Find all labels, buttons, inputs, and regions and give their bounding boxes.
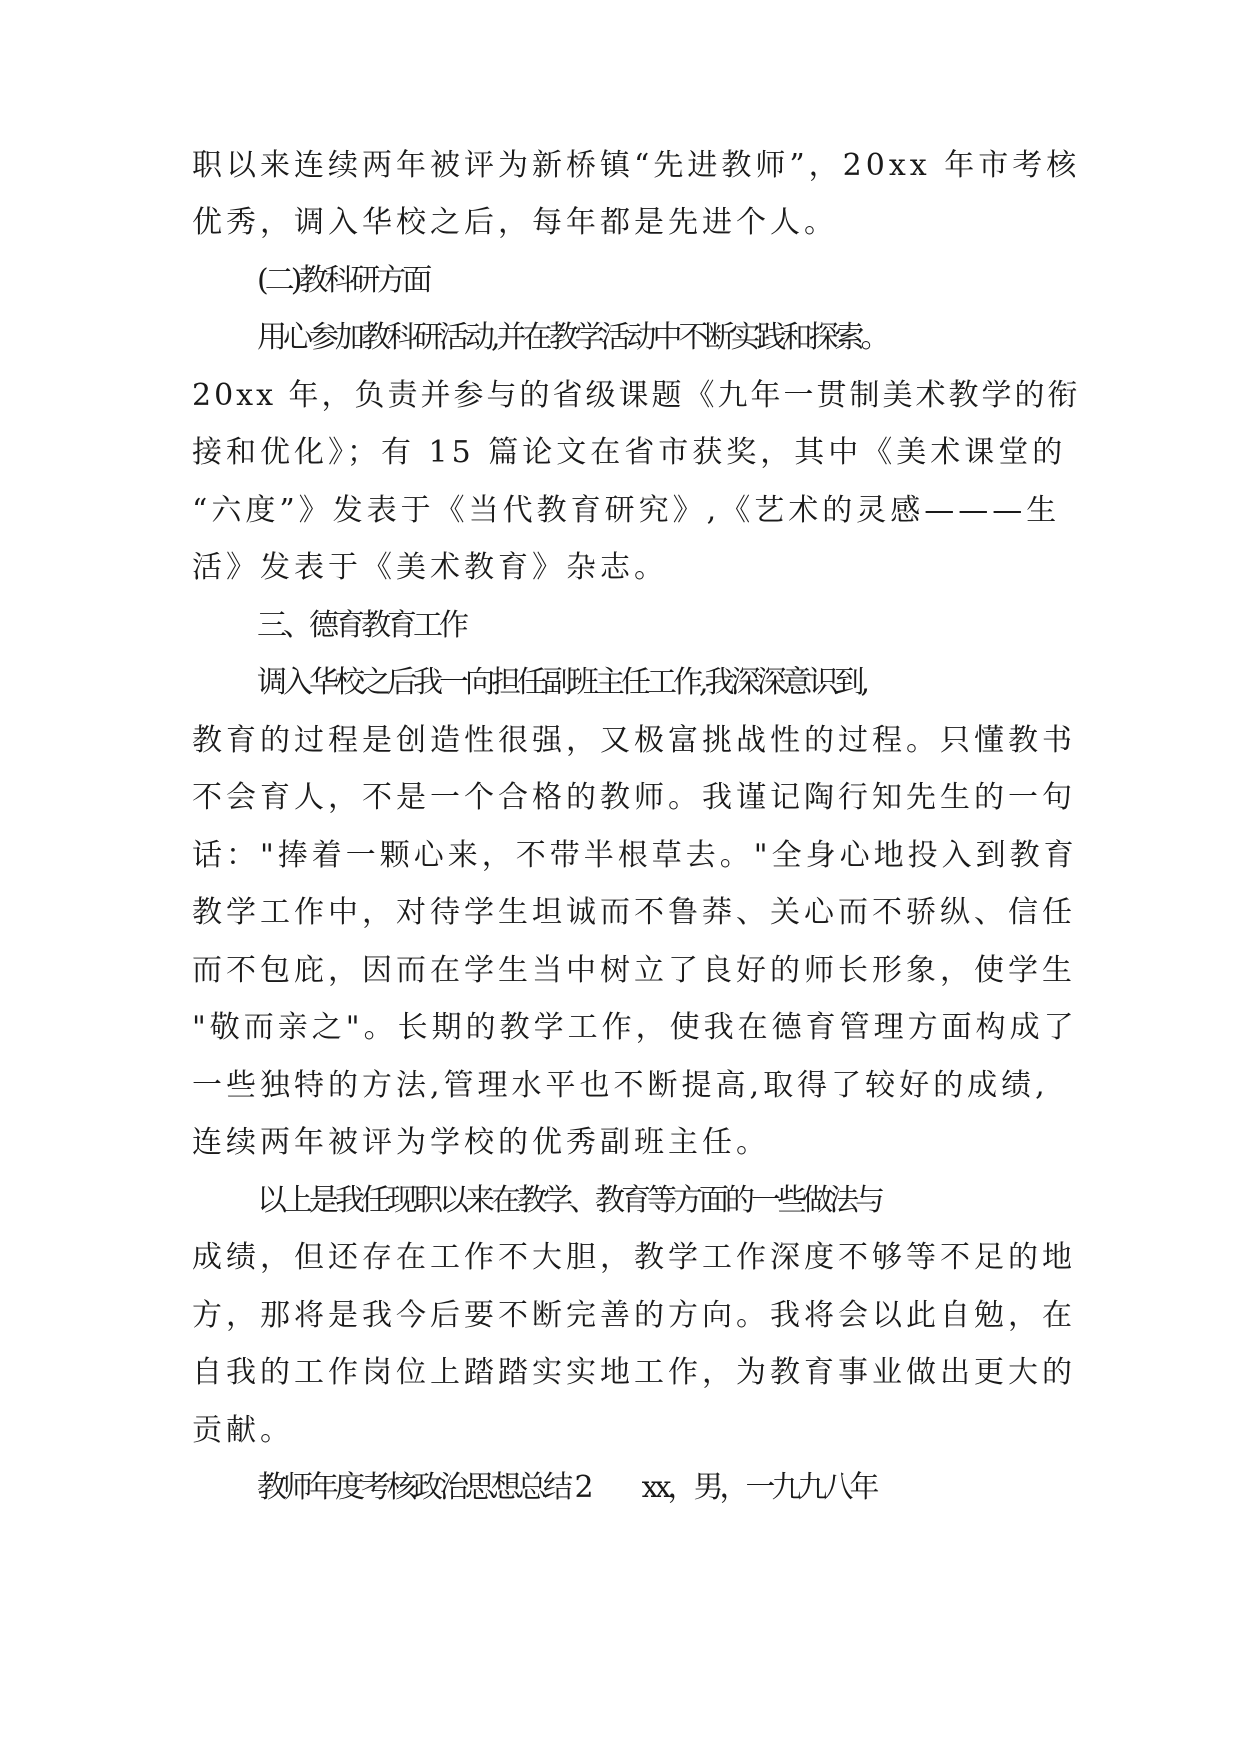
body-text-line: 成绩，但还存在工作不大胆，教学工作深度不够等不足的地 bbox=[192, 1240, 1076, 1275]
body-text-line: 调入华校之后我一向担任副班主任工作,我深深意识到, bbox=[257, 665, 867, 700]
body-text-line: 不会育人，不是一个合格的教师。我谨记陶行知先生的一句 bbox=[192, 780, 1076, 815]
section-heading: (二)教科研方面 bbox=[257, 263, 429, 298]
body-text-line: 用心参加教科研活动,并在教学活动中不断实践和探索。 bbox=[257, 320, 887, 355]
body-text-line: 教育的过程是创造性很强，又极富挑战性的过程。只懂教书 bbox=[192, 723, 1076, 758]
body-text-line: 优秀，调入华校之后，每年都是先进个人。 bbox=[192, 205, 838, 240]
body-text-line: "敬而亲之"。长期的教学工作，使我在德育管理方面构成了 bbox=[192, 1010, 1078, 1045]
body-text-line: 而不包庇，因而在学生当中树立了良好的师长形象，使学生 bbox=[192, 953, 1076, 988]
body-text-line: 一些独特的方法,管理水平也不断提高,取得了较好的成绩, bbox=[192, 1068, 1049, 1103]
body-text-line: 职以来连续两年被评为新桥镇“先进教师”，20xx 年市考核 bbox=[192, 148, 1081, 183]
body-text-line: 连续两年被评为学校的优秀副班主任。 bbox=[192, 1125, 770, 1160]
next-section-title-line: 教师年度考核政治思想总结 2 xx，男，一九九八年 bbox=[257, 1470, 876, 1505]
body-text-line: 自我的工作岗位上踏踏实实地工作，为教育事业做出更大的 bbox=[192, 1355, 1076, 1390]
body-text-line: 接和优化》；有 15 篇论文在省市获奖，其中《美术课堂的 bbox=[192, 435, 1067, 470]
body-text-line: 以上是我任现职以来在教学、教育等方面的一些做法与 bbox=[257, 1183, 881, 1218]
body-text-line: 方，那将是我今后要不断完善的方向。我将会以此自勉，在 bbox=[192, 1298, 1076, 1333]
section-heading: 三、德育教育工作 bbox=[257, 608, 465, 643]
body-text-line: 贡献。 bbox=[192, 1413, 294, 1448]
body-text-line: 20xx 年，负责并参与的省级课题《九年一贯制美术教学的衔 bbox=[192, 378, 1081, 413]
body-text-line: 话："捧着一颗心来，不带半根草去。"全身心地投入到教育 bbox=[192, 838, 1078, 873]
body-text-line: 活》发表于《美术教育》杂志。 bbox=[192, 550, 668, 585]
body-text-line: 教学工作中，对待学生坦诚而不鲁莽、关心而不骄纵、信任 bbox=[192, 895, 1076, 930]
body-text-line: “六度”》发表于《当代教育研究》,《艺术的灵感———生 bbox=[192, 493, 1061, 528]
